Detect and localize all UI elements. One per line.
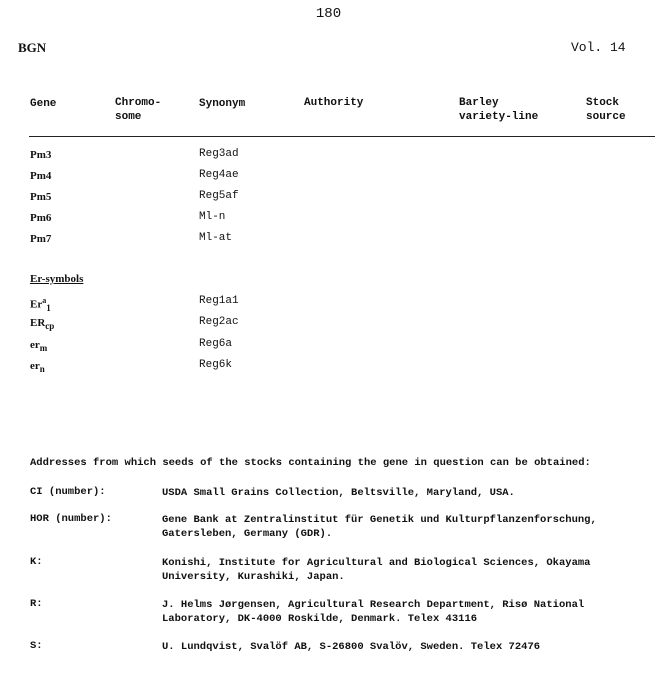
gene-subscript: m xyxy=(39,343,48,354)
col-header-authority: Authority xyxy=(304,97,364,109)
gene-subscript: n xyxy=(39,364,45,375)
synonym-cell: Reg2ac xyxy=(199,316,239,328)
gene-main: ER xyxy=(30,317,46,329)
synonym-cell: Ml-n xyxy=(199,211,226,223)
address-key: S: xyxy=(30,640,43,652)
gene-superscript: a xyxy=(42,296,47,305)
address-key: HOR (number): xyxy=(30,513,112,525)
col-header-barley-variety-line: Barley variety-line xyxy=(459,97,539,123)
gene-cell xyxy=(30,317,54,331)
gene-cell xyxy=(30,360,45,374)
header-rule xyxy=(29,136,655,137)
journal-abbrev: BGN xyxy=(18,40,47,55)
synonym-cell: Reg6k xyxy=(199,359,233,371)
col-header-chromosome: Chromo- some xyxy=(115,97,162,123)
address-text: USDA Small Grains Collection, Beltsville, Maryland, USA. xyxy=(162,487,515,499)
page-number: 180 xyxy=(315,6,342,22)
gene-cell: Pm7 xyxy=(30,233,52,245)
gene-subscript: 1 xyxy=(46,302,51,313)
synonym-cell: Reg6a xyxy=(199,338,233,350)
gene-cell: Pm6 xyxy=(30,212,52,224)
gene-cell xyxy=(30,339,47,353)
address-text: U. Lundqvist, Svalöf AB, S-26800 Svalöv, Sweden. Telex 72476 xyxy=(162,641,541,653)
gene-cell xyxy=(30,296,51,313)
address-text: J. Helms Jørgensen, Agricultural Research Department, Risø National Laboratory, DK-4000 Roskilde, Denmark. Telex 43116 xyxy=(162,599,585,625)
gene-cell: Pm4 xyxy=(30,170,52,182)
col-header-stock-source: Stock source xyxy=(586,97,626,123)
synonym-cell: Reg4ae xyxy=(199,169,239,181)
synonym-cell: Reg3ad xyxy=(199,148,239,160)
section-title-er-symbols: Er-symbols xyxy=(30,273,84,285)
synonym-cell: Reg1a1 xyxy=(199,295,239,307)
col-header-gene: Gene xyxy=(30,98,57,110)
gene-subscript: cp xyxy=(45,321,55,332)
volume-label: Vol. 14 xyxy=(571,40,626,55)
address-key: R: xyxy=(30,598,43,610)
synonym-cell: Reg5af xyxy=(199,190,239,202)
addresses-intro: Addresses from which seeds of the stocks containing the gene in question can be obtained: xyxy=(30,457,591,469)
gene-cell: Pm3 xyxy=(30,149,52,161)
synonym-cell: Ml-at xyxy=(199,232,233,244)
address-key: K: xyxy=(30,556,43,568)
address-text: Gene Bank at Zentralinstitut für Genetik und Kulturpflanzenforschung, Gatersleben, Germany (GDR). xyxy=(162,514,597,540)
address-text: Konishi, Institute for Agricultural and Biological Sciences, Okayama University, Kurashiki, Japan. xyxy=(162,557,591,583)
gene-main: er xyxy=(30,339,40,351)
gene-main: Er xyxy=(30,298,43,311)
col-header-synonym: Synonym xyxy=(199,98,246,110)
gene-main: er xyxy=(30,360,40,372)
gene-cell: Pm5 xyxy=(30,191,52,203)
address-key: CI (number): xyxy=(30,486,106,498)
